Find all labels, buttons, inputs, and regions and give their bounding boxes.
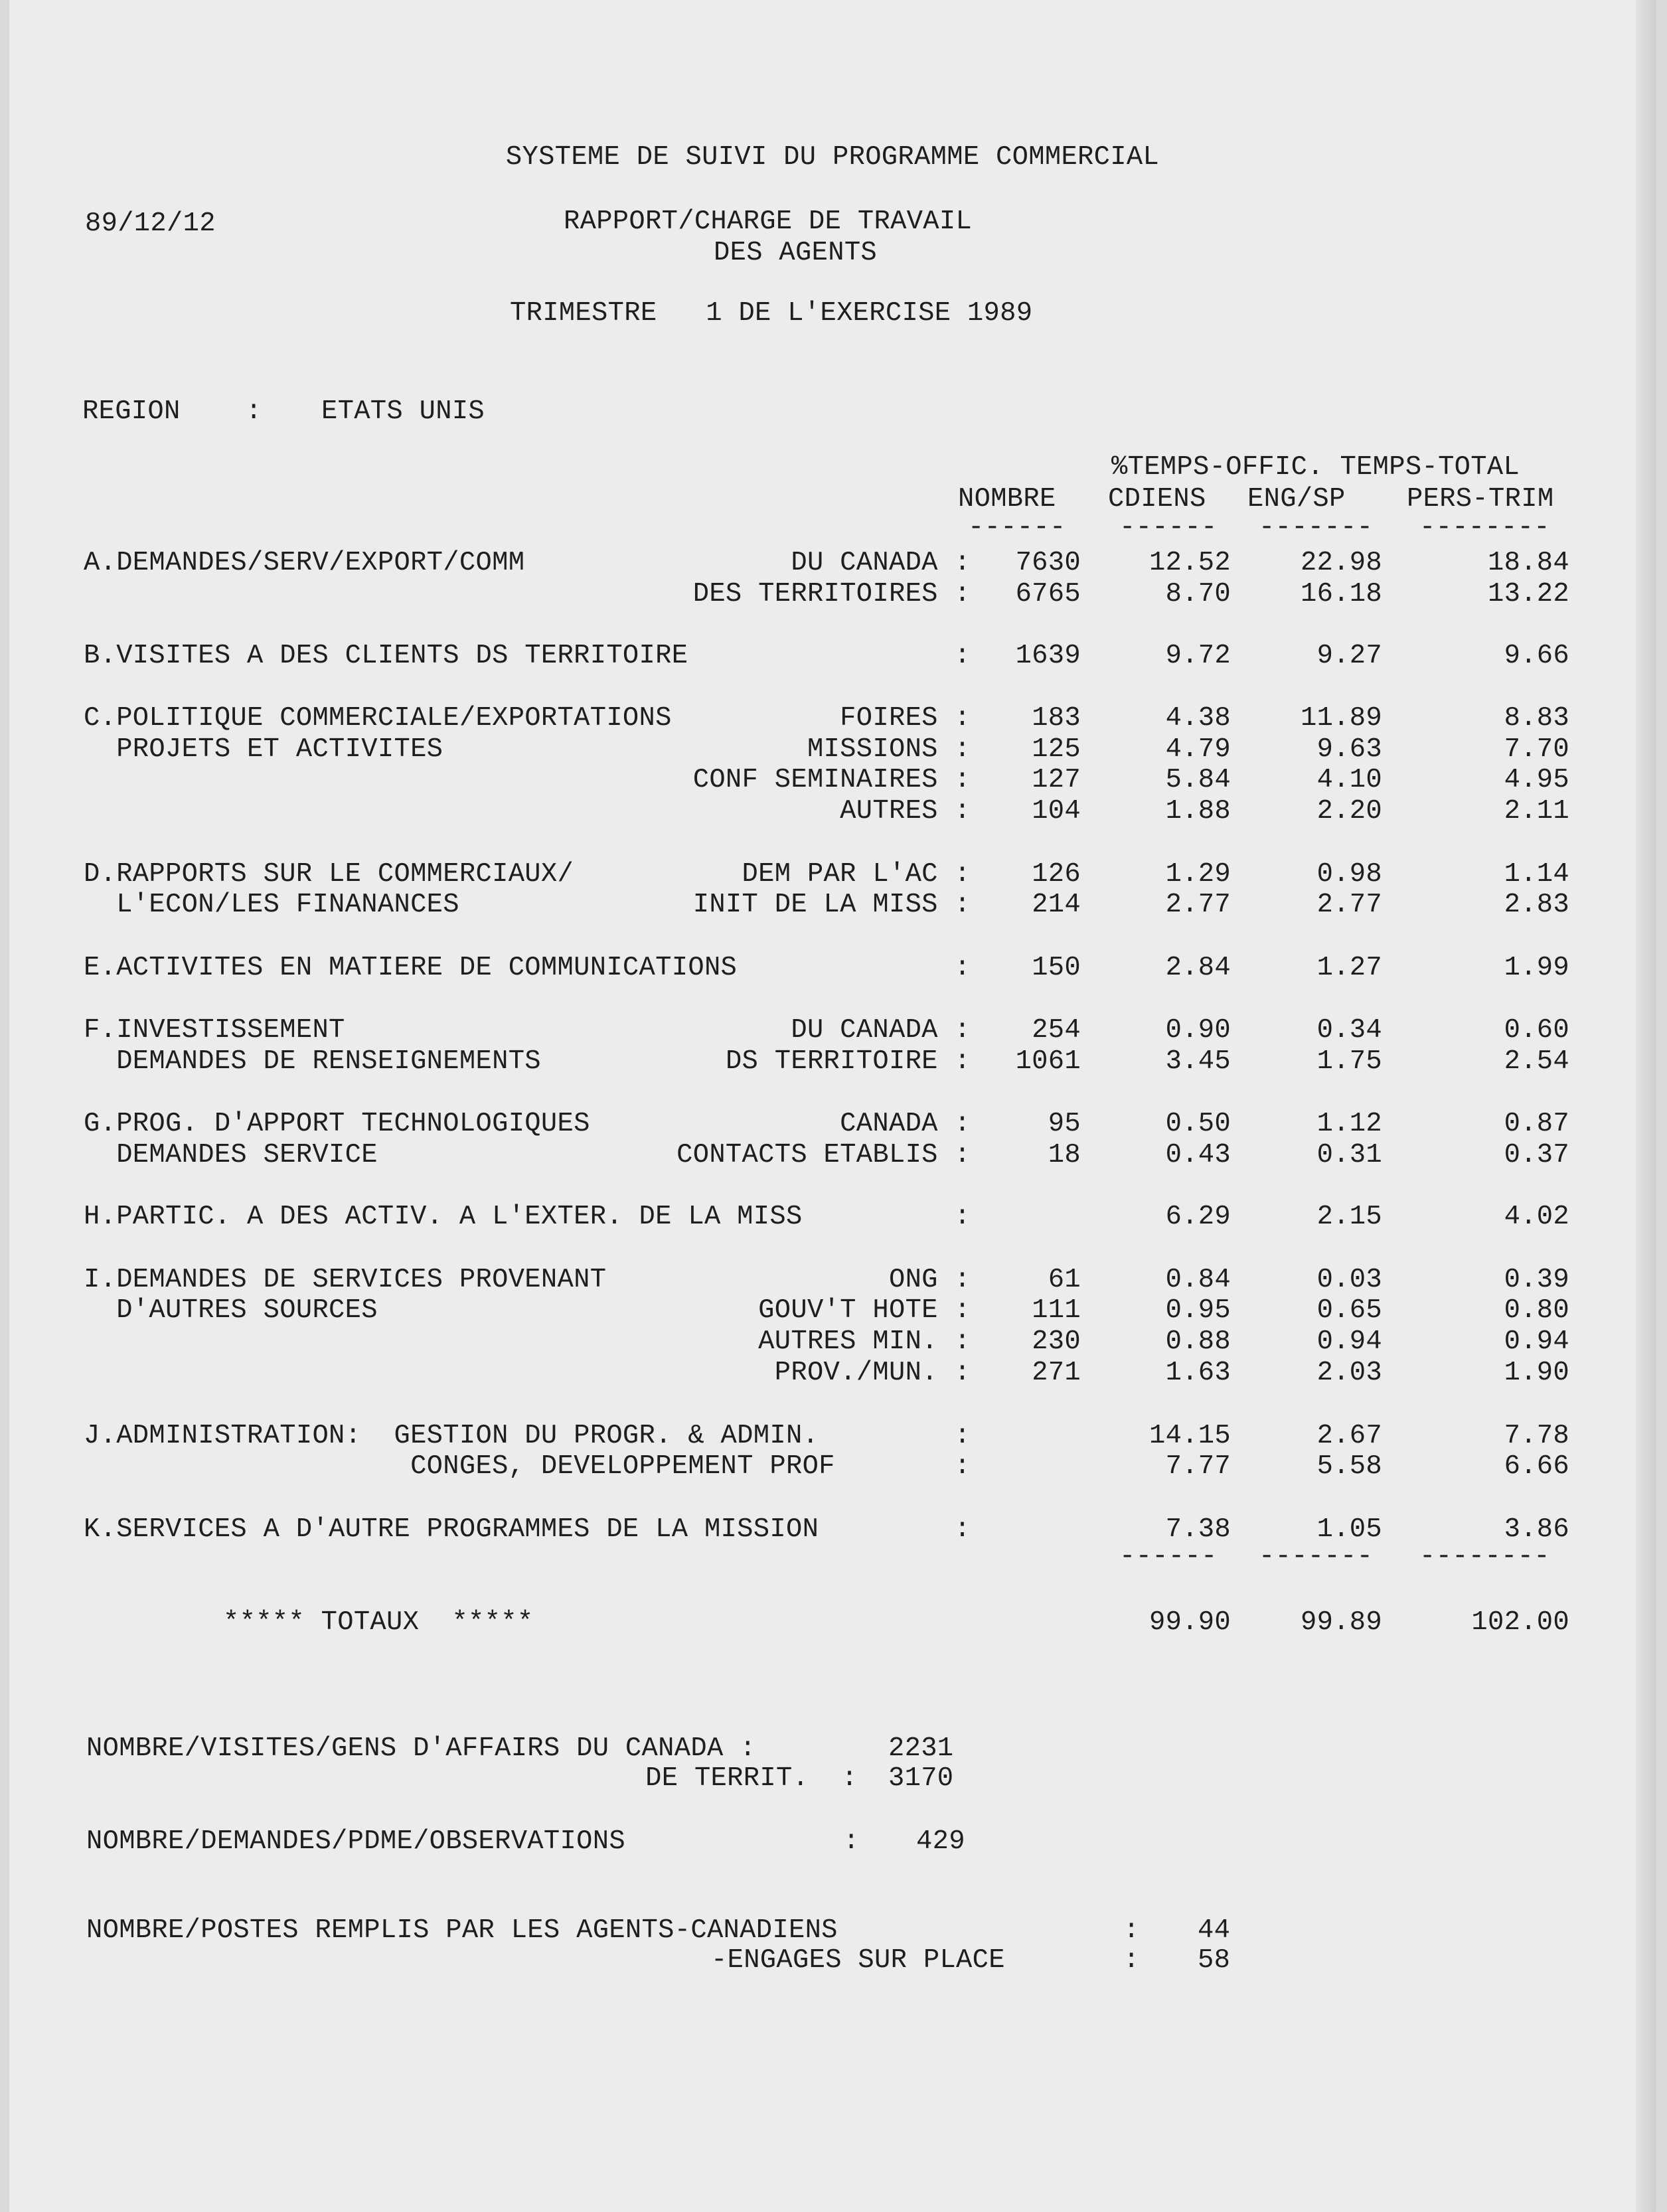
row-label: A.DEMANDES/SERV/EXPORT/COMM xyxy=(84,548,525,578)
row-perstrim: 0.60 xyxy=(1504,1015,1569,1046)
row-cdiens: 3.45 xyxy=(1165,1046,1231,1077)
total-perstrim: 102.00 xyxy=(1471,1607,1569,1638)
report-date: 89/12/12 xyxy=(85,208,216,239)
row-perstrim: 1.14 xyxy=(1504,859,1569,890)
row-sublabel: : xyxy=(954,1514,971,1545)
summary-demandes-colon: : xyxy=(843,1826,860,1857)
row-label: J.ADMINISTRATION: GESTION DU PROGR. & ADMIN. xyxy=(84,1421,819,1451)
row-engsp: 2.67 xyxy=(1316,1421,1382,1451)
row-sublabel: DU CANADA : xyxy=(791,548,971,578)
row-engsp: 2.15 xyxy=(1316,1202,1382,1232)
row-engsp: 16.18 xyxy=(1300,579,1382,609)
row-cdiens: 9.72 xyxy=(1165,641,1231,671)
row-cdiens: 5.84 xyxy=(1165,765,1231,795)
row-engsp: 5.58 xyxy=(1316,1451,1382,1482)
row-sublabel: DU CANADA : xyxy=(791,1015,971,1046)
row-perstrim: 2.83 xyxy=(1504,890,1569,920)
row-cdiens: 2.84 xyxy=(1165,953,1231,983)
row-perstrim: 6.66 xyxy=(1504,1451,1569,1482)
row-engsp: 1.75 xyxy=(1316,1046,1382,1077)
row-nombre: 230 xyxy=(1032,1326,1081,1357)
row-cdiens: 8.70 xyxy=(1165,579,1231,609)
row-engsp: 0.94 xyxy=(1316,1326,1382,1357)
region-label: REGION : xyxy=(82,396,262,427)
row-nombre: 104 xyxy=(1032,796,1081,827)
row-perstrim: 9.66 xyxy=(1504,641,1569,671)
row-perstrim: 13.22 xyxy=(1487,579,1569,609)
row-nombre: 6765 xyxy=(1015,579,1081,609)
row-sublabel: CONF SEMINAIRES : xyxy=(692,765,971,795)
region-value: ETATS UNIS xyxy=(321,396,485,427)
row-engsp: 0.31 xyxy=(1316,1140,1382,1170)
row-perstrim: 4.95 xyxy=(1504,765,1569,795)
row-engsp: 9.27 xyxy=(1316,641,1382,671)
row-nombre: 61 xyxy=(1048,1265,1081,1295)
row-cdiens: 1.29 xyxy=(1165,859,1231,890)
row-sublabel: DS TERRITOIRE : xyxy=(725,1046,971,1077)
column-rule: -------- xyxy=(1419,513,1550,543)
row-sublabel: : xyxy=(954,1202,971,1232)
summary-postes-colon: : xyxy=(1123,1915,1140,1946)
row-sublabel: DES TERRITOIRES : xyxy=(692,579,971,609)
row-sublabel: AUTRES MIN. : xyxy=(758,1326,971,1357)
row-nombre: 111 xyxy=(1032,1295,1081,1326)
row-label: I.DEMANDES DE SERVICES PROVENANT xyxy=(84,1265,607,1295)
row-cdiens: 2.77 xyxy=(1165,890,1231,920)
row-cdiens: 0.88 xyxy=(1165,1326,1231,1357)
row-sublabel: : xyxy=(954,1451,971,1482)
summary-postes-canadiens: 44 xyxy=(1198,1915,1231,1946)
row-perstrim: 3.86 xyxy=(1504,1514,1569,1545)
row-engsp: 9.63 xyxy=(1316,734,1382,765)
summary-demandes-value: 429 xyxy=(916,1826,965,1857)
row-cdiens: 1.88 xyxy=(1165,796,1231,827)
column-header-engsp: ENG/SP xyxy=(1247,484,1346,514)
row-nombre: 18 xyxy=(1048,1140,1081,1170)
row-engsp: 1.12 xyxy=(1316,1109,1382,1139)
row-label: D.RAPPORTS SUR LE COMMERCIAUX/ xyxy=(84,859,574,890)
row-sublabel: DEM PAR L'AC : xyxy=(742,859,971,890)
row-label: PROJETS ET ACTIVITES xyxy=(84,734,443,765)
row-perstrim: 0.39 xyxy=(1504,1265,1569,1295)
scanned-report-page xyxy=(9,0,1656,2212)
row-engsp: 1.05 xyxy=(1316,1514,1382,1545)
summary-territ-label: DE TERRIT. : xyxy=(645,1763,858,1794)
column-rule: ------ xyxy=(968,513,1066,543)
row-sublabel: CANADA : xyxy=(840,1109,971,1139)
summary-visites-label: NOMBRE/VISITES/GENS D'AFFAIRS DU CANADA : xyxy=(86,1733,756,1764)
row-sublabel: FOIRES : xyxy=(840,703,971,734)
summary-postes-label: NOMBRE/POSTES REMPLIS PAR LES AGENTS-CANADIENS xyxy=(86,1915,838,1946)
summary-postes-engages: 58 xyxy=(1198,1945,1231,1976)
row-cdiens: 0.50 xyxy=(1165,1109,1231,1139)
row-nombre: 150 xyxy=(1032,953,1081,983)
row-sublabel: ONG : xyxy=(888,1265,971,1295)
row-engsp: 22.98 xyxy=(1300,548,1382,578)
column-header-nombre: NOMBRE xyxy=(958,484,1056,514)
totals-rule: -------- xyxy=(1419,1541,1550,1572)
row-engsp: 0.65 xyxy=(1316,1295,1382,1326)
row-engsp: 0.34 xyxy=(1316,1015,1382,1046)
row-engsp: 2.03 xyxy=(1316,1358,1382,1388)
row-cdiens: 12.52 xyxy=(1149,548,1231,578)
row-engsp: 11.89 xyxy=(1300,703,1382,734)
row-label: DEMANDES DE RENSEIGNEMENTS xyxy=(84,1046,541,1077)
report-title-line1: RAPPORT/CHARGE DE TRAVAIL xyxy=(564,206,973,237)
row-cdiens: 0.43 xyxy=(1165,1140,1231,1170)
row-label: B.VISITES A DES CLIENTS DS TERRITOIRE xyxy=(84,641,688,671)
row-perstrim: 7.78 xyxy=(1504,1421,1569,1451)
row-label: F.INVESTISSEMENT xyxy=(84,1015,345,1046)
row-perstrim: 0.37 xyxy=(1504,1140,1569,1170)
summary-visites-territ: 3170 xyxy=(888,1763,954,1794)
row-sublabel: : xyxy=(954,641,971,671)
report-title-line2: DES AGENTS xyxy=(714,238,878,268)
row-cdiens: 0.95 xyxy=(1165,1295,1231,1326)
row-perstrim: 1.99 xyxy=(1504,953,1569,983)
total-cdiens: 99.90 xyxy=(1149,1607,1231,1638)
row-nombre: 1061 xyxy=(1015,1046,1081,1077)
row-nombre: 127 xyxy=(1032,765,1081,795)
summary-demandes-label: NOMBRE/DEMANDES/PDME/OBSERVATIONS xyxy=(86,1826,625,1857)
row-sublabel: MISSIONS : xyxy=(807,734,971,765)
column-rule: ------ xyxy=(1119,513,1218,543)
row-nombre: 126 xyxy=(1032,859,1081,890)
summary-engages-colon: : xyxy=(1123,1945,1140,1976)
row-cdiens: 7.38 xyxy=(1165,1514,1231,1545)
row-nombre: 95 xyxy=(1048,1109,1081,1139)
row-sublabel: GOUV'T HOTE : xyxy=(758,1295,971,1326)
row-nombre: 254 xyxy=(1032,1015,1081,1046)
row-sublabel: CONTACTS ETABLIS : xyxy=(676,1140,971,1170)
totals-rule: ------- xyxy=(1259,1541,1374,1572)
column-header-cdiens: CDIENS xyxy=(1108,484,1206,514)
row-perstrim: 1.90 xyxy=(1504,1358,1569,1388)
row-label: K.SERVICES A D'AUTRE PROGRAMMES DE LA MISSION xyxy=(84,1514,819,1545)
column-header-perstrim: PERS-TRIM xyxy=(1407,484,1554,514)
row-sublabel: INIT DE LA MISS : xyxy=(692,890,971,920)
row-cdiens: 0.90 xyxy=(1165,1015,1231,1046)
row-perstrim: 2.11 xyxy=(1504,796,1569,827)
totals-rule: ------ xyxy=(1119,1541,1218,1572)
totals-label: ***** TOTAUX ***** xyxy=(223,1607,534,1638)
system-title: SYSTEME DE SUIVI DU PROGRAMME COMMERCIAL xyxy=(505,142,1160,173)
row-label: CONGES, DEVELOPPEMENT PROF xyxy=(84,1451,835,1482)
row-nombre: 7630 xyxy=(1015,548,1081,578)
row-label: G.PROG. D'APPORT TECHNOLOGIQUES xyxy=(84,1109,590,1139)
row-sublabel: PROV./MUN. : xyxy=(774,1358,971,1388)
row-cdiens: 0.84 xyxy=(1165,1265,1231,1295)
row-cdiens: 4.79 xyxy=(1165,734,1231,765)
row-label: DEMANDES SERVICE xyxy=(84,1140,378,1170)
row-perstrim: 8.83 xyxy=(1504,703,1569,734)
row-label: H.PARTIC. A DES ACTIV. A L'EXTER. DE LA MISS xyxy=(84,1202,803,1232)
row-label: C.POLITIQUE COMMERCIALE/EXPORTATIONS xyxy=(84,703,672,734)
row-nombre: 183 xyxy=(1032,703,1081,734)
summary-engages-label: -ENGAGES SUR PLACE xyxy=(711,1945,1005,1976)
row-sublabel: AUTRES : xyxy=(840,796,971,827)
page-edge-shadow xyxy=(1636,0,1656,2212)
row-cdiens: 7.77 xyxy=(1165,1451,1231,1482)
row-cdiens: 6.29 xyxy=(1165,1202,1231,1232)
row-nombre: 214 xyxy=(1032,890,1081,920)
row-engsp: 2.20 xyxy=(1316,796,1382,827)
row-perstrim: 2.54 xyxy=(1504,1046,1569,1077)
row-sublabel: : xyxy=(954,953,971,983)
row-engsp: 4.10 xyxy=(1316,765,1382,795)
row-cdiens: 1.63 xyxy=(1165,1358,1231,1388)
row-perstrim: 4.02 xyxy=(1504,1202,1569,1232)
row-perstrim: 0.80 xyxy=(1504,1295,1569,1326)
row-perstrim: 7.70 xyxy=(1504,734,1569,765)
summary-visites-canada: 2231 xyxy=(888,1733,954,1764)
row-engsp: 2.77 xyxy=(1316,890,1382,920)
row-engsp: 1.27 xyxy=(1316,953,1382,983)
row-perstrim: 18.84 xyxy=(1487,548,1569,578)
row-nombre: 271 xyxy=(1032,1358,1081,1388)
total-engsp: 99.89 xyxy=(1300,1607,1382,1638)
row-nombre: 125 xyxy=(1032,734,1081,765)
row-label: L'ECON/LES FINANANCES xyxy=(84,890,459,920)
row-sublabel: : xyxy=(954,1421,971,1451)
row-cdiens: 14.15 xyxy=(1149,1421,1231,1451)
row-nombre: 1639 xyxy=(1015,641,1081,671)
column-group-header: %TEMPS-OFFIC. TEMPS-TOTAL xyxy=(1111,452,1520,483)
quarter-line: TRIMESTRE 1 DE L'EXERCISE 1989 xyxy=(510,298,1033,329)
row-label: D'AUTRES SOURCES xyxy=(84,1295,378,1326)
column-rule: ------- xyxy=(1259,513,1374,543)
row-engsp: 0.98 xyxy=(1316,859,1382,890)
row-perstrim: 0.94 xyxy=(1504,1326,1569,1357)
row-label: E.ACTIVITES EN MATIERE DE COMMUNICATIONS xyxy=(84,953,738,983)
row-cdiens: 4.38 xyxy=(1165,703,1231,734)
row-engsp: 0.03 xyxy=(1316,1265,1382,1295)
row-perstrim: 0.87 xyxy=(1504,1109,1569,1139)
